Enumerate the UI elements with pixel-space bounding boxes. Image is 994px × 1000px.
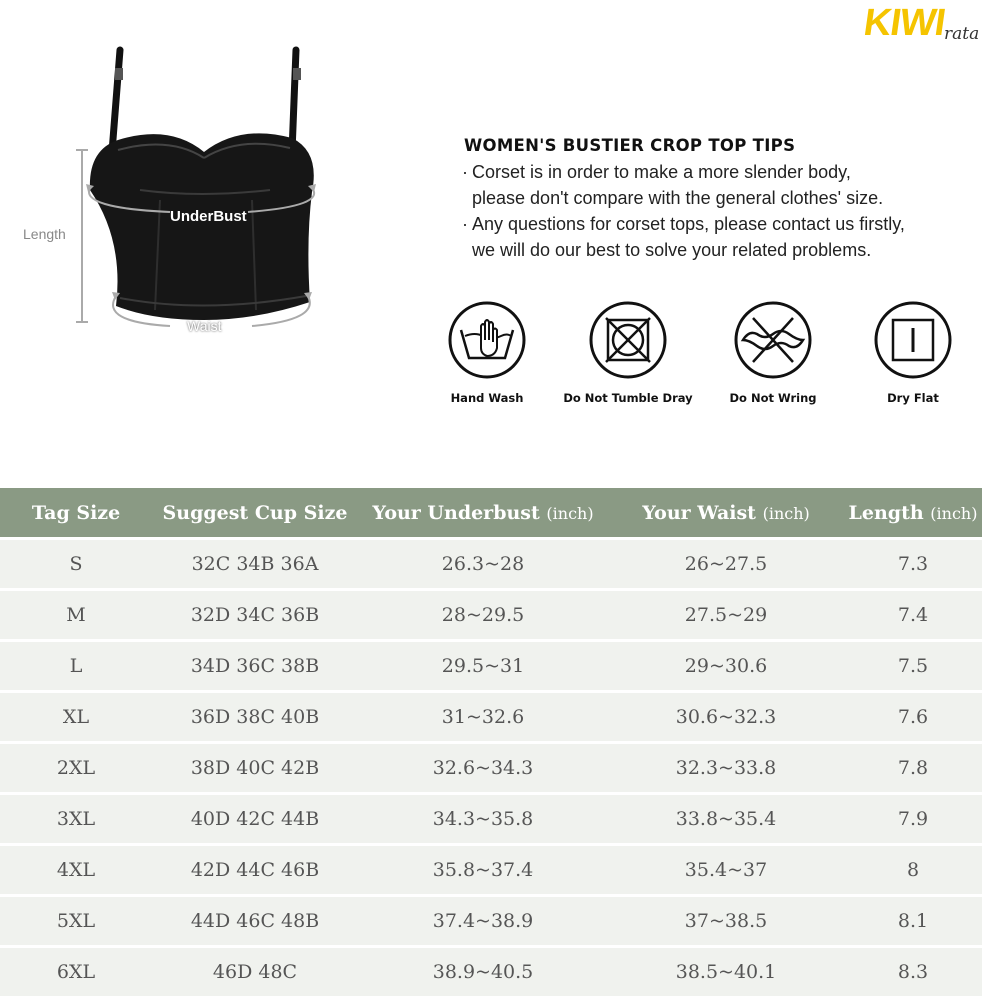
care-dry-flat [838,300,988,405]
table-cell: 29~30.6 [608,639,844,690]
table-row [0,843,982,894]
table-cell: 38D 40C 42B [152,741,358,792]
table-cell: 30.6~32.3 [608,690,844,741]
brand-logo-main: KIWI [861,2,948,44]
care-label: Hand Wash [450,391,524,405]
table-cell: 32D 34C 36B [152,588,358,639]
bustier-illustration [20,40,340,350]
care-label: Do Not Wring [729,391,817,405]
hand-wash-icon [447,300,527,380]
tip-line: Corset is in order to make a more slender body, [472,162,851,182]
table-row [0,945,982,996]
table-cell: 29.5~31 [358,639,608,690]
column-header: Your Waist (inch) [608,488,844,537]
tip-item: · Corset is in order to make a more slender body, please don't compare with the general clothes' size. [462,159,982,211]
tip-line: we will do our best to solve your related problems. [472,240,872,260]
table-row [0,639,982,690]
column-header: Your Underbust (inch) [358,488,608,537]
table-cell: 37.4~38.9 [358,894,608,945]
table-cell: 6XL [0,945,152,996]
table-cell: 38.5~40.1 [608,945,844,996]
column-header: Length (inch) [844,488,982,537]
table-cell: 7.6 [844,690,982,741]
table-cell: 4XL [0,843,152,894]
table-cell: 2XL [0,741,152,792]
care-label: Dry Flat [887,391,939,405]
tip-line: please don't compare with the general clothes' size. [472,188,884,208]
table-row [0,690,982,741]
table-cell: 36D 38C 40B [152,690,358,741]
table-cell: XL [0,690,152,741]
table-cell: 7.3 [844,537,982,588]
care-do-not-wring [698,300,848,405]
table-cell: 8.3 [844,945,982,996]
table-cell: 27.5~29 [608,588,844,639]
table-row [0,894,982,945]
care-label: Do Not Tumble Dray [563,391,693,405]
table-cell: 7.4 [844,588,982,639]
do-not-tumble-dry-icon [588,300,668,380]
table-cell: 44D 46C 48B [152,894,358,945]
table-cell: 7.8 [844,741,982,792]
table-cell: 7.9 [844,792,982,843]
table-cell: M [0,588,152,639]
table-cell: 31~32.6 [358,690,608,741]
table-cell: 34.3~35.8 [358,792,608,843]
dry-flat-icon [873,300,953,380]
column-header: Suggest Cup Size [152,488,358,537]
tip-item: · Any questions for corset tops, please contact us firstly, we will do our best to solve your related problems. [462,211,982,263]
product-diagram [20,40,340,350]
table-row [0,792,982,843]
underbust-label: UnderBust [170,208,247,225]
table-cell: 8.1 [844,894,982,945]
table-row [0,741,982,792]
table-cell: 34D 36C 38B [152,639,358,690]
table-header-row [0,488,982,537]
tips-title: WOMEN'S BUSTIER CROP TOP TIPS [464,136,796,155]
table-cell: 33.8~35.4 [608,792,844,843]
table-cell: 7.5 [844,639,982,690]
care-do-not-tumble-dry [553,300,703,405]
table-cell: 32.6~34.3 [358,741,608,792]
table-cell: S [0,537,152,588]
brand-logo-sub: rata [944,24,980,44]
table-cell: 38.9~40.5 [358,945,608,996]
table-row [0,537,982,588]
table-cell: 37~38.5 [608,894,844,945]
table-cell: 26~27.5 [608,537,844,588]
brand-logo [861,2,990,48]
table-cell: 40D 42C 44B [152,792,358,843]
table-cell: 32.3~33.8 [608,741,844,792]
table-cell: 5XL [0,894,152,945]
tips-section [462,136,982,263]
table-cell: 32C 34B 36A [152,537,358,588]
do-not-wring-icon [733,300,813,380]
length-label: Length [23,226,66,242]
table-cell: 35.8~37.4 [358,843,608,894]
tip-line: Any questions for corset tops, please contact us firstly, [472,214,905,234]
table-cell: 42D 44C 46B [152,843,358,894]
table-row [0,588,982,639]
table-cell: 8 [844,843,982,894]
care-hand-wash [412,300,562,405]
table-cell: 26.3~28 [358,537,608,588]
size-chart-table [0,488,982,996]
table-cell: 28~29.5 [358,588,608,639]
table-cell: 46D 48C [152,945,358,996]
table-cell: L [0,639,152,690]
waist-label: Waist [187,318,222,334]
table-cell: 35.4~37 [608,843,844,894]
table-cell: 3XL [0,792,152,843]
column-header: Tag Size [0,488,152,537]
